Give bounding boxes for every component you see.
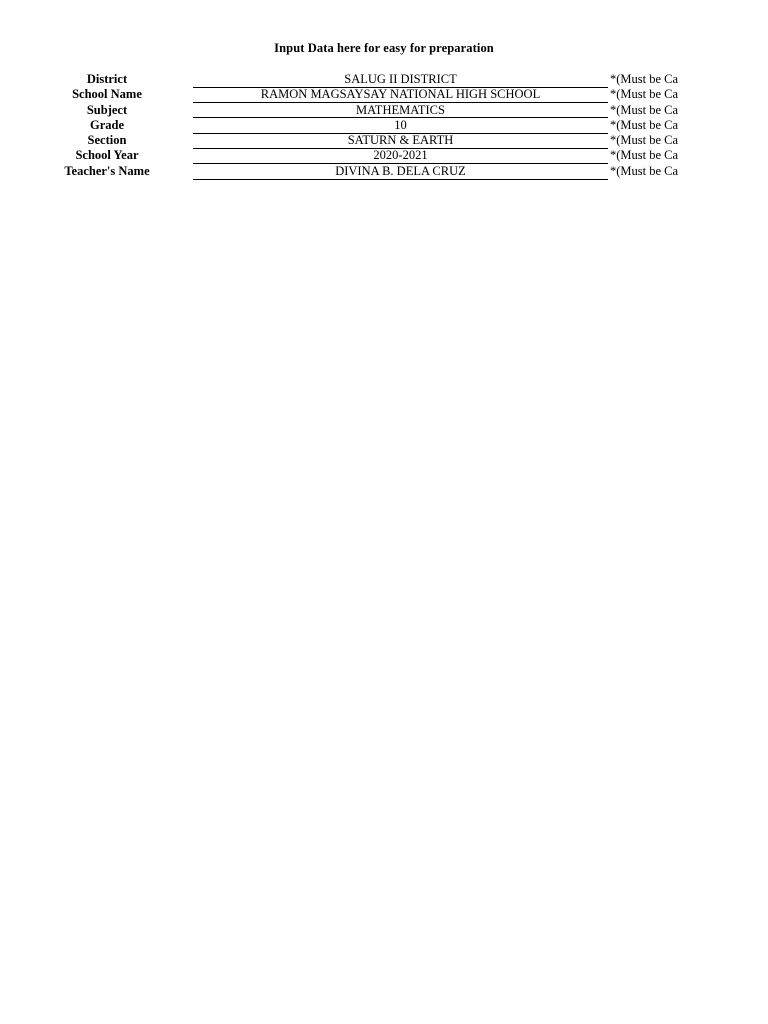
field-row-section <box>0 133 768 148</box>
field-note: *(Must be Ca <box>610 117 679 132</box>
page-title: Input Data here for easy for preparation <box>274 41 494 55</box>
field-label: School Name <box>72 87 142 102</box>
field-value-district[interactable]: SALUG II DISTRICT <box>193 72 608 88</box>
field-row-school-year <box>0 148 768 163</box>
field-row-subject <box>0 103 768 118</box>
field-row-grade <box>0 118 768 133</box>
field-label: Teacher's Name <box>64 163 150 178</box>
field-label: School Year <box>75 148 139 163</box>
input-data-form <box>0 72 768 179</box>
field-note: *(Must be Ca <box>610 133 679 148</box>
field-note: *(Must be Ca <box>610 148 679 163</box>
field-note: *(Must be Ca <box>610 87 679 102</box>
field-value-grade[interactable]: 10 <box>193 118 608 134</box>
field-row-school-name <box>0 87 768 102</box>
field-row-teachers-name <box>0 164 768 179</box>
field-label: Subject <box>86 102 128 117</box>
field-note: *(Must be Ca <box>610 72 679 86</box>
field-value-section[interactable]: SATURN & EARTH <box>193 133 608 149</box>
field-label: Grade <box>89 117 125 132</box>
field-value-teachers-name[interactable]: DIVINA B. DELA CRUZ <box>193 164 608 180</box>
field-note: *(Must be Ca <box>610 102 679 117</box>
field-label: Section <box>87 133 127 148</box>
field-note: *(Must be Ca <box>610 163 679 178</box>
field-label: District <box>86 72 128 86</box>
field-row-district <box>0 72 768 87</box>
field-value-school-year[interactable]: 2020-2021 <box>193 148 608 164</box>
field-value-subject[interactable]: MATHEMATICS <box>193 103 608 119</box>
field-value-school-name[interactable]: RAMON MAGSAYSAY NATIONAL HIGH SCHOOL <box>193 87 608 103</box>
